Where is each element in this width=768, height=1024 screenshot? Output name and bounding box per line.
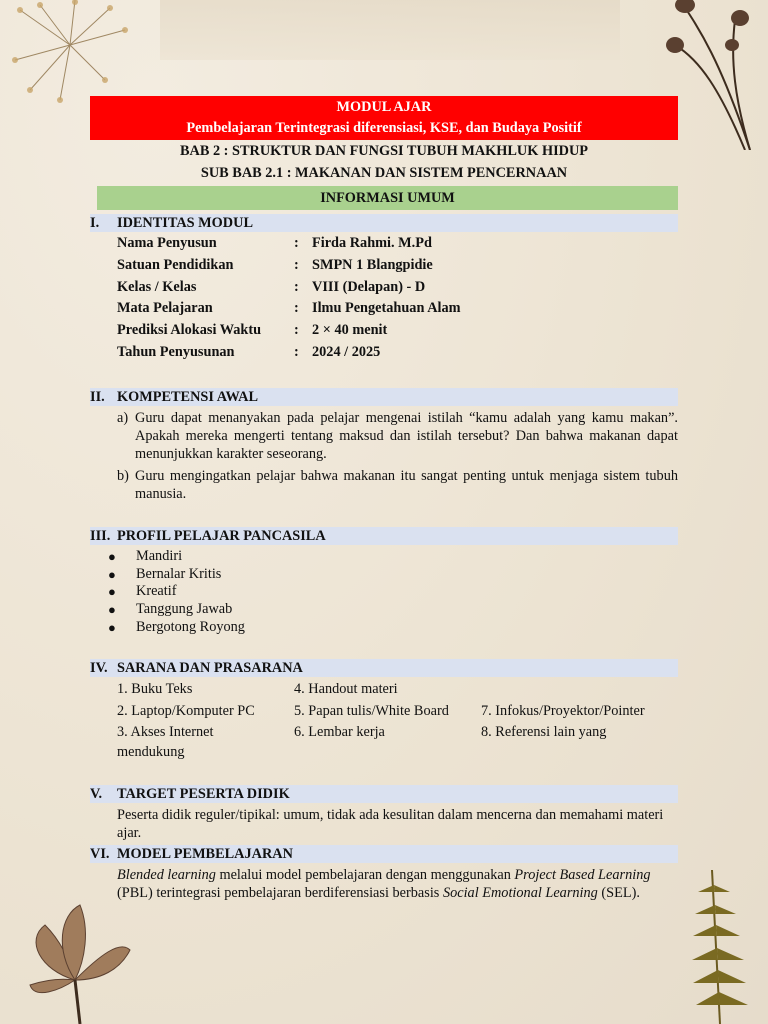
sarana-trailing-text: mendukung xyxy=(117,744,185,761)
list-item xyxy=(108,601,678,619)
sarana-item: 1. Buku Teks xyxy=(117,680,193,697)
section-number: III. xyxy=(90,527,111,544)
list-item xyxy=(117,467,678,503)
section-title: SARANA DAN PRASARANA xyxy=(117,659,303,676)
banner-subtitle: Pembelajaran Terintegrasi diferensiasi, KSE, dan Budaya Positif xyxy=(186,120,582,136)
section-title: PROFIL PELAJAR PANCASILA xyxy=(117,527,326,544)
model-text-part: melalui model pembelajaran dengan menggunakan xyxy=(215,867,515,884)
section-title: IDENTITAS MODUL xyxy=(117,215,253,231)
item-text: Kreatif xyxy=(136,583,177,600)
banner-title: MODUL AJAR xyxy=(336,99,432,115)
section-number: I. xyxy=(90,215,100,231)
section-title: TARGET PESERTA DIDIK xyxy=(117,786,290,803)
sarana-item: 8. Referensi lain yang xyxy=(481,724,607,741)
identitas-row xyxy=(90,342,678,364)
title-banner xyxy=(90,96,678,140)
identitas-row xyxy=(90,320,678,342)
identitas-row xyxy=(90,255,678,277)
sarana-item: 7. Infokus/Proyektor/Pointer xyxy=(481,702,645,719)
section-identitas-header xyxy=(90,214,678,232)
identitas-key: Satuan Pendidikan xyxy=(117,256,234,273)
identitas-key: Tahun Penyusunan xyxy=(117,343,235,360)
section-model-header xyxy=(90,845,678,863)
identitas-key: Prediksi Alokasi Waktu xyxy=(117,322,262,339)
paper-texture-top-strip xyxy=(160,0,620,60)
section-number: V. xyxy=(90,786,103,803)
identitas-table xyxy=(90,232,678,364)
list-item xyxy=(108,548,678,566)
section-number: IV. xyxy=(90,659,108,676)
list-item xyxy=(108,619,678,637)
bullet-icon: ● xyxy=(108,602,116,618)
section-number: VI. xyxy=(90,846,110,863)
colon: : xyxy=(294,235,299,251)
item-text: Guru dapat menanyakan pada pelajar mengenai istilah “kamu adalah yang kamu makan”. Apakah mereka mengerti tentang maksud dan istilah tersebut? Dan bahwa makanan dapat menunjukkan karakter seseorang. xyxy=(135,409,678,462)
sarana-item: 3. Akses Internet xyxy=(117,724,214,741)
item-text: Bergotong Royong xyxy=(136,618,245,635)
section-kompetensi-header xyxy=(90,388,678,406)
bullet-icon: ● xyxy=(108,619,116,635)
identitas-value: Firda Rahmi. M.Pd xyxy=(312,235,432,251)
fern-decoration-bottom-right xyxy=(690,870,768,1024)
list-item xyxy=(117,409,678,463)
identitas-row xyxy=(90,298,678,320)
item-text: Guru mengingatkan pelajar bahwa makanan itu sangat penting untuk menjaga sistem tubuh manusia. xyxy=(135,467,678,502)
list-item xyxy=(108,566,678,584)
target-text: Peserta didik reguler/tipikal: umum, tidak ada kesulitan dalam mencerna dan memahami materi ajar. xyxy=(117,807,664,842)
bab-title: BAB 2 : STRUKTUR DAN FUNGSI TUBUH MAKHLUK HIDUP xyxy=(179,143,589,159)
profil-list xyxy=(90,548,678,637)
section-title: MODEL PEMBELAJARAN xyxy=(117,846,293,863)
item-text: Bernalar Kritis xyxy=(136,565,222,582)
module-document xyxy=(90,96,678,902)
model-text-part: (SEL). xyxy=(597,885,640,902)
colon: : xyxy=(294,322,299,339)
identitas-value: VIII (Delapan) - D xyxy=(312,278,426,295)
list-item xyxy=(108,583,678,601)
colon: : xyxy=(294,343,299,360)
dried-flower-decoration-bottom-left xyxy=(20,900,140,1024)
section-title: KOMPETENSI AWAL xyxy=(117,388,259,405)
identitas-value: Ilmu Pengetahuan Alam xyxy=(312,300,461,317)
subbab-title: SUB BAB 2.1 : MAKANAN DAN SISTEM PENCERNAAN xyxy=(200,165,568,181)
model-term: Social Emotional Learning xyxy=(442,885,598,902)
identitas-row xyxy=(90,233,678,255)
identitas-row xyxy=(90,277,678,299)
model-term: Project Based Learning xyxy=(514,867,651,884)
bullet-icon: ● xyxy=(108,584,116,600)
sarana-item xyxy=(481,679,681,701)
info-umum-header: INFORMASI UMUM xyxy=(97,186,678,210)
sarana-grid xyxy=(90,679,678,744)
colon: : xyxy=(294,300,299,317)
sarana-item: 2. Laptop/Komputer PC xyxy=(117,702,255,719)
item-label: a) xyxy=(117,409,129,426)
item-label: b) xyxy=(117,467,129,484)
item-text: Tanggung Jawab xyxy=(136,601,233,618)
bullet-icon: ● xyxy=(108,566,116,582)
sarana-item: 5. Papan tulis/White Board xyxy=(294,702,449,719)
sarana-item: 6. Lembar kerja xyxy=(294,724,385,741)
model-text-part: (PBL) terintegrasi pembelajaran berdiferensiasi berbasis xyxy=(117,885,443,902)
identitas-key: Kelas / Kelas xyxy=(117,278,197,295)
bullet-icon: ● xyxy=(108,548,116,564)
section-sarana-header xyxy=(90,659,678,677)
kompetensi-list xyxy=(90,409,678,503)
identitas-key: Mata Pelajaran xyxy=(117,300,213,317)
identitas-key: Nama Penyusun xyxy=(117,235,217,251)
identitas-value: 2 × 40 menit xyxy=(312,322,388,339)
model-text xyxy=(90,866,678,902)
item-text: Mandiri xyxy=(136,547,183,564)
model-term: Blended learning xyxy=(117,867,216,884)
dried-flower-decoration-top-left xyxy=(0,0,160,110)
section-profil-header xyxy=(90,527,678,545)
colon: : xyxy=(294,256,299,273)
section-number: II. xyxy=(90,388,105,405)
colon: : xyxy=(294,278,299,295)
section-target-header xyxy=(90,785,678,803)
sarana-item: 4. Handout materi xyxy=(294,680,398,697)
identitas-value: SMPN 1 Blangpidie xyxy=(312,256,433,273)
identitas-value: 2024 / 2025 xyxy=(312,343,381,360)
